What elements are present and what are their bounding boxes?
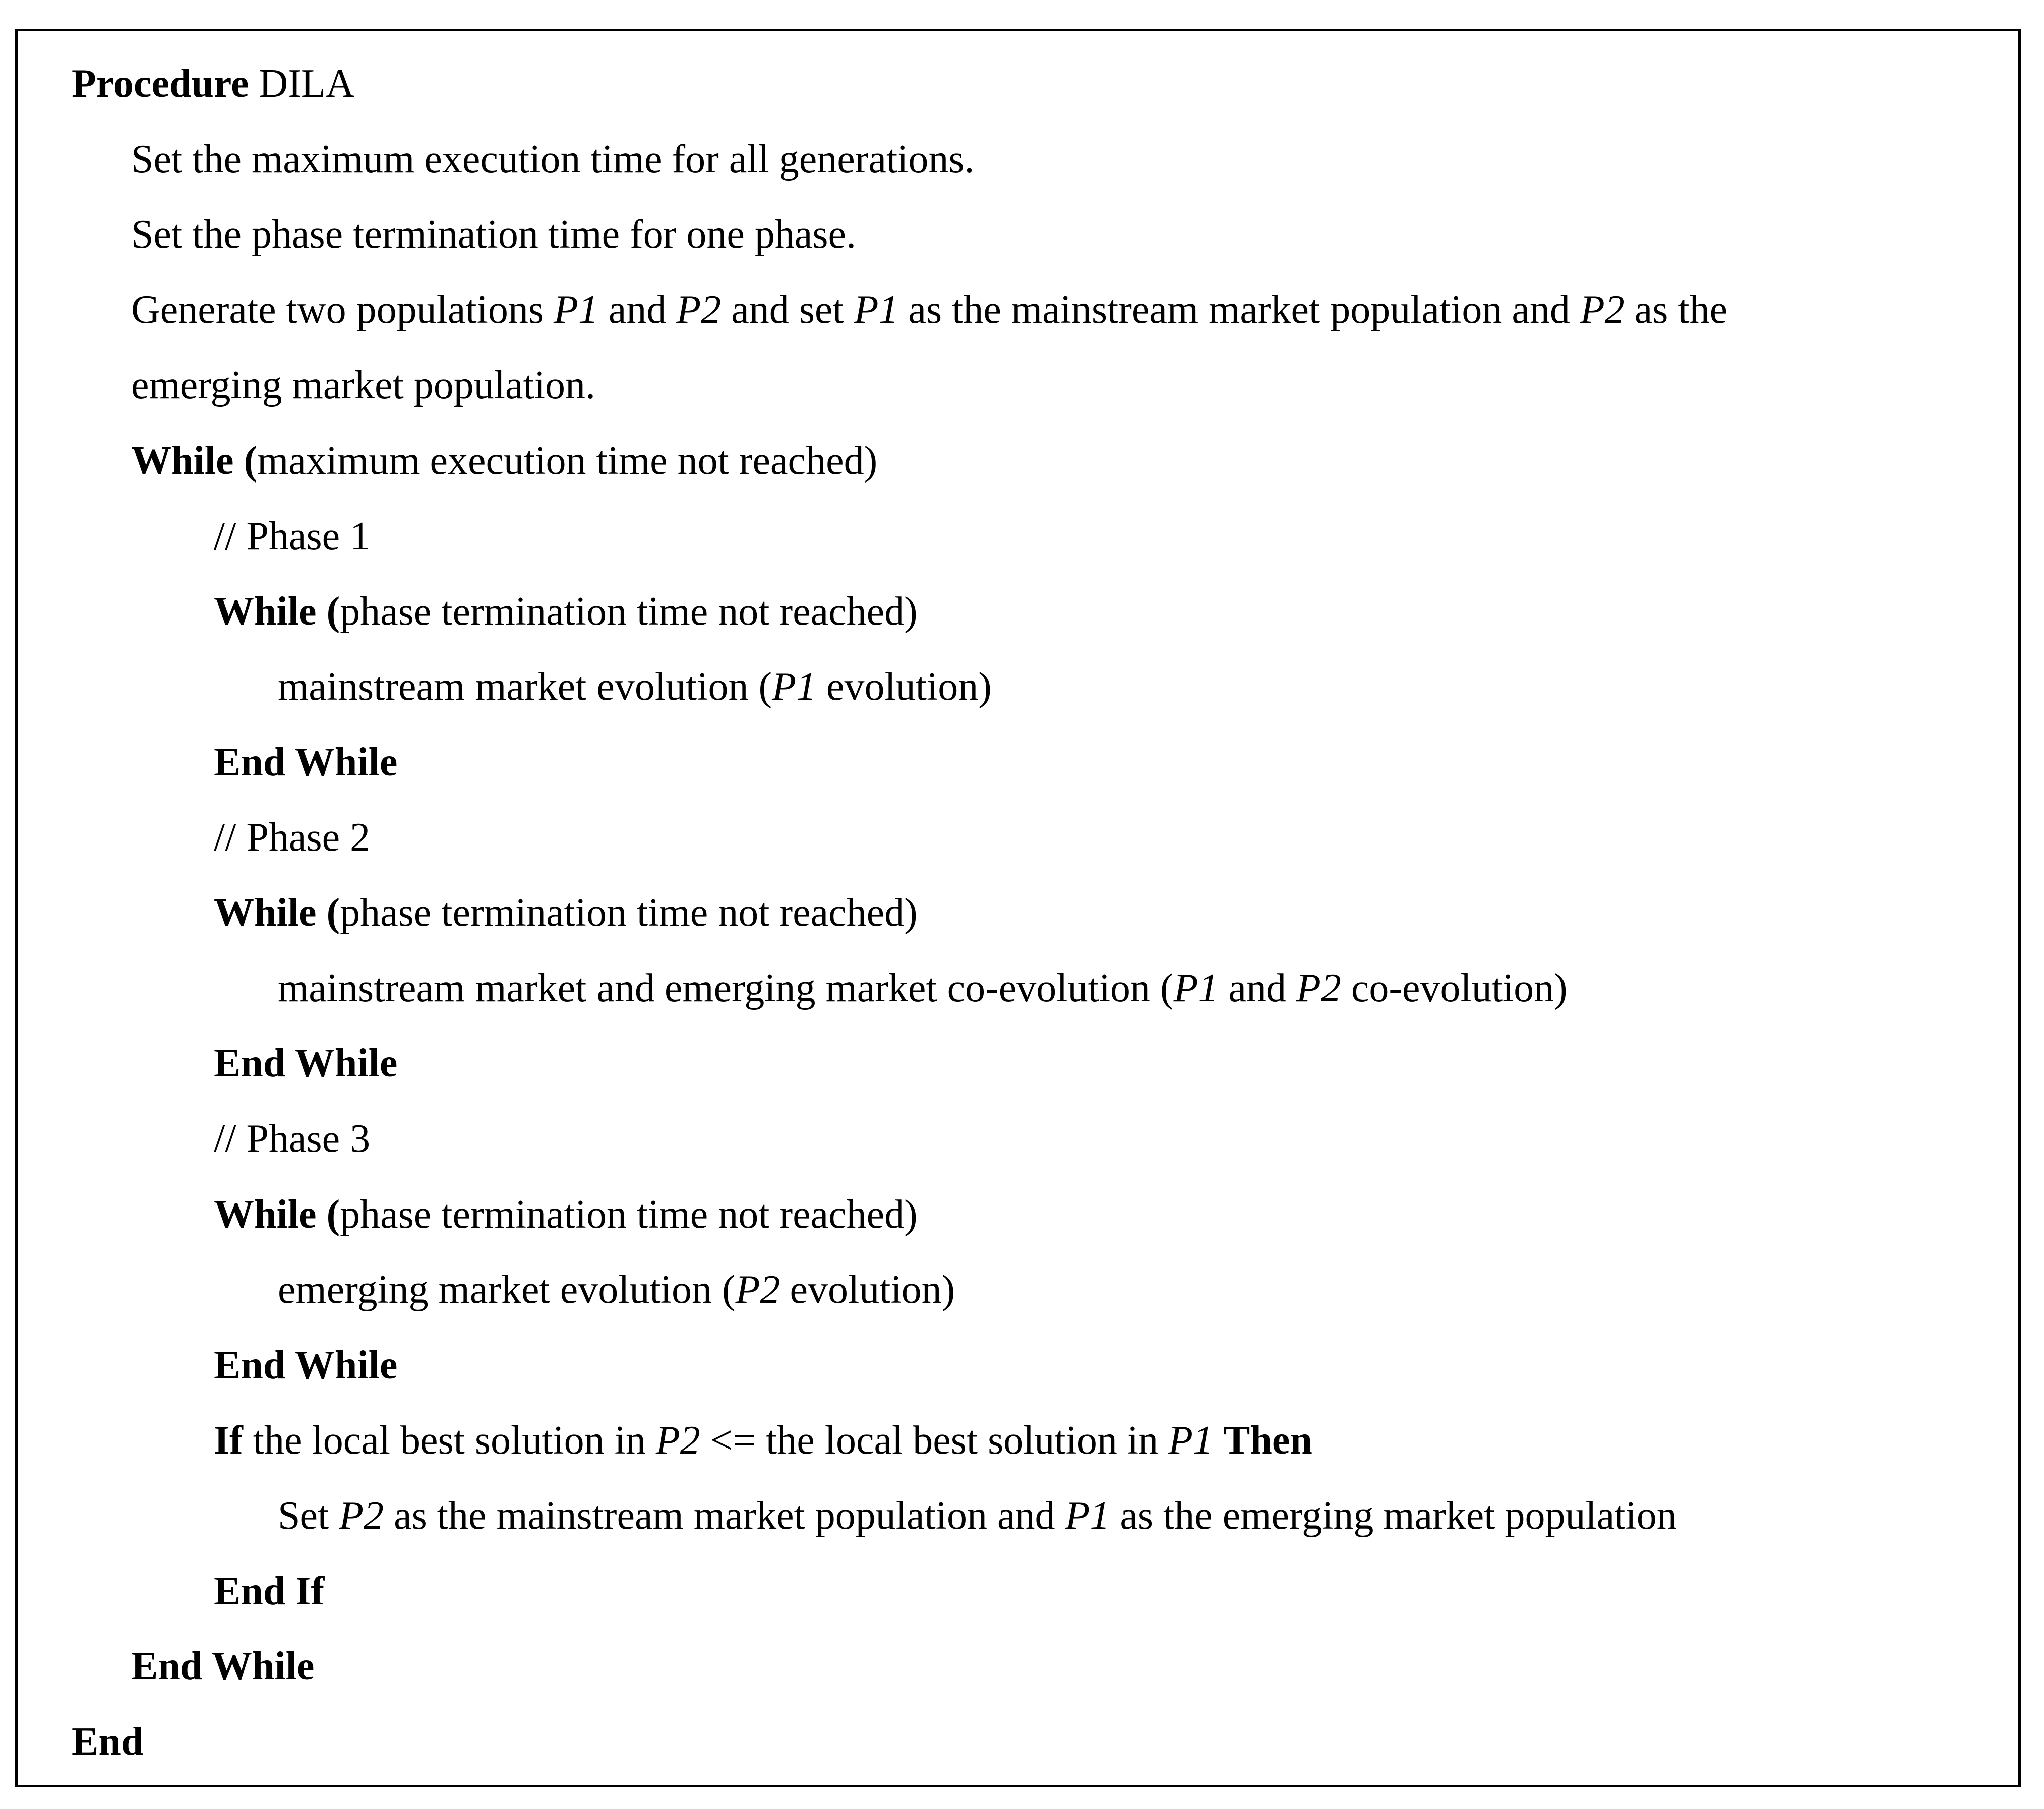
code-line [214,1415,1312,1466]
keyword: While ( [214,1192,340,1237]
code-line [131,1641,314,1692]
keyword: End While [214,1041,398,1086]
code-line [214,737,397,787]
code-line [72,59,355,109]
keyword: While ( [214,891,340,935]
code-text: // Phase 3 [214,1117,371,1161]
variable: P2 [735,1268,780,1312]
code-text [1213,1418,1223,1463]
code-text: as the emerging market population [1110,1494,1677,1538]
keyword: End While [131,1644,315,1689]
code-line [214,1038,397,1089]
code-text: Generate two populations [131,288,554,332]
variable: P2 [655,1418,700,1463]
code-text: // Phase 2 [214,815,371,860]
code-text: Set [278,1494,339,1538]
keyword: End While [214,1343,398,1387]
code-text: co-evolution) [1341,966,1568,1010]
code-line [72,1717,143,1767]
code-line [131,134,975,184]
code-line [278,1491,1677,1541]
variable: P1 [1173,966,1219,1010]
variable: P2 [1296,966,1341,1010]
code-text: as the mainstream market population and [898,288,1580,332]
keyword: Procedure [72,62,249,106]
code-line [214,812,370,863]
code-text: evolution) [816,665,992,709]
variable: P1 [854,288,899,332]
variable: P1 [1065,1494,1110,1538]
code-text: // Phase 1 [214,514,371,558]
keyword: Then [1223,1418,1312,1463]
keyword: End While [214,740,398,784]
variable: P1 [772,665,817,709]
variable: P1 [554,288,598,332]
variable: P2 [1580,288,1625,332]
code-line [214,888,918,938]
code-text: phase termination time not reached) [340,891,918,935]
code-text: emerging market population. [131,363,595,407]
code-line [214,1566,324,1616]
code-line [214,511,370,561]
code-text: the local best solution in [243,1418,656,1463]
keyword: While ( [131,439,258,483]
code-text: emerging market evolution ( [278,1268,736,1312]
variable: P2 [676,288,722,332]
code-line [278,662,992,712]
code-line [131,436,877,486]
code-line [214,1114,370,1164]
variable: P1 [1168,1418,1213,1463]
keyword: End If [214,1569,325,1613]
code-text: as the [1624,288,1728,332]
code-text: and [1218,966,1296,1010]
code-text: mainstream market evolution ( [278,665,772,709]
code-line [131,209,856,260]
code-text: Set the phase termination time for one phase. [131,212,857,257]
keyword: End [72,1720,144,1764]
code-text: phase termination time not reached) [340,589,918,634]
keyword: If [214,1418,243,1463]
code-text: as the mainstream market population and [384,1494,1065,1538]
keyword: While ( [214,589,340,634]
code-text: and [598,288,677,332]
code-text: Set the maximum execution time for all generations. [131,137,975,181]
code-text: mainstream market and emerging market co-evolution ( [278,966,1174,1010]
code-line [131,285,1727,335]
code-text: maximum execution time not reached) [257,439,878,483]
code-line [131,360,595,410]
code-line [214,586,918,637]
code-line [214,1189,918,1240]
code-text: and set [721,288,854,332]
code-text: evolution) [780,1268,955,1312]
code-text: DILA [249,62,355,106]
code-text: <= the local best solution in [700,1418,1169,1463]
code-text: phase termination time not reached) [340,1192,918,1237]
variable: P2 [339,1494,384,1538]
code-line [214,1340,397,1390]
code-line [278,963,1568,1013]
code-line [278,1265,955,1315]
